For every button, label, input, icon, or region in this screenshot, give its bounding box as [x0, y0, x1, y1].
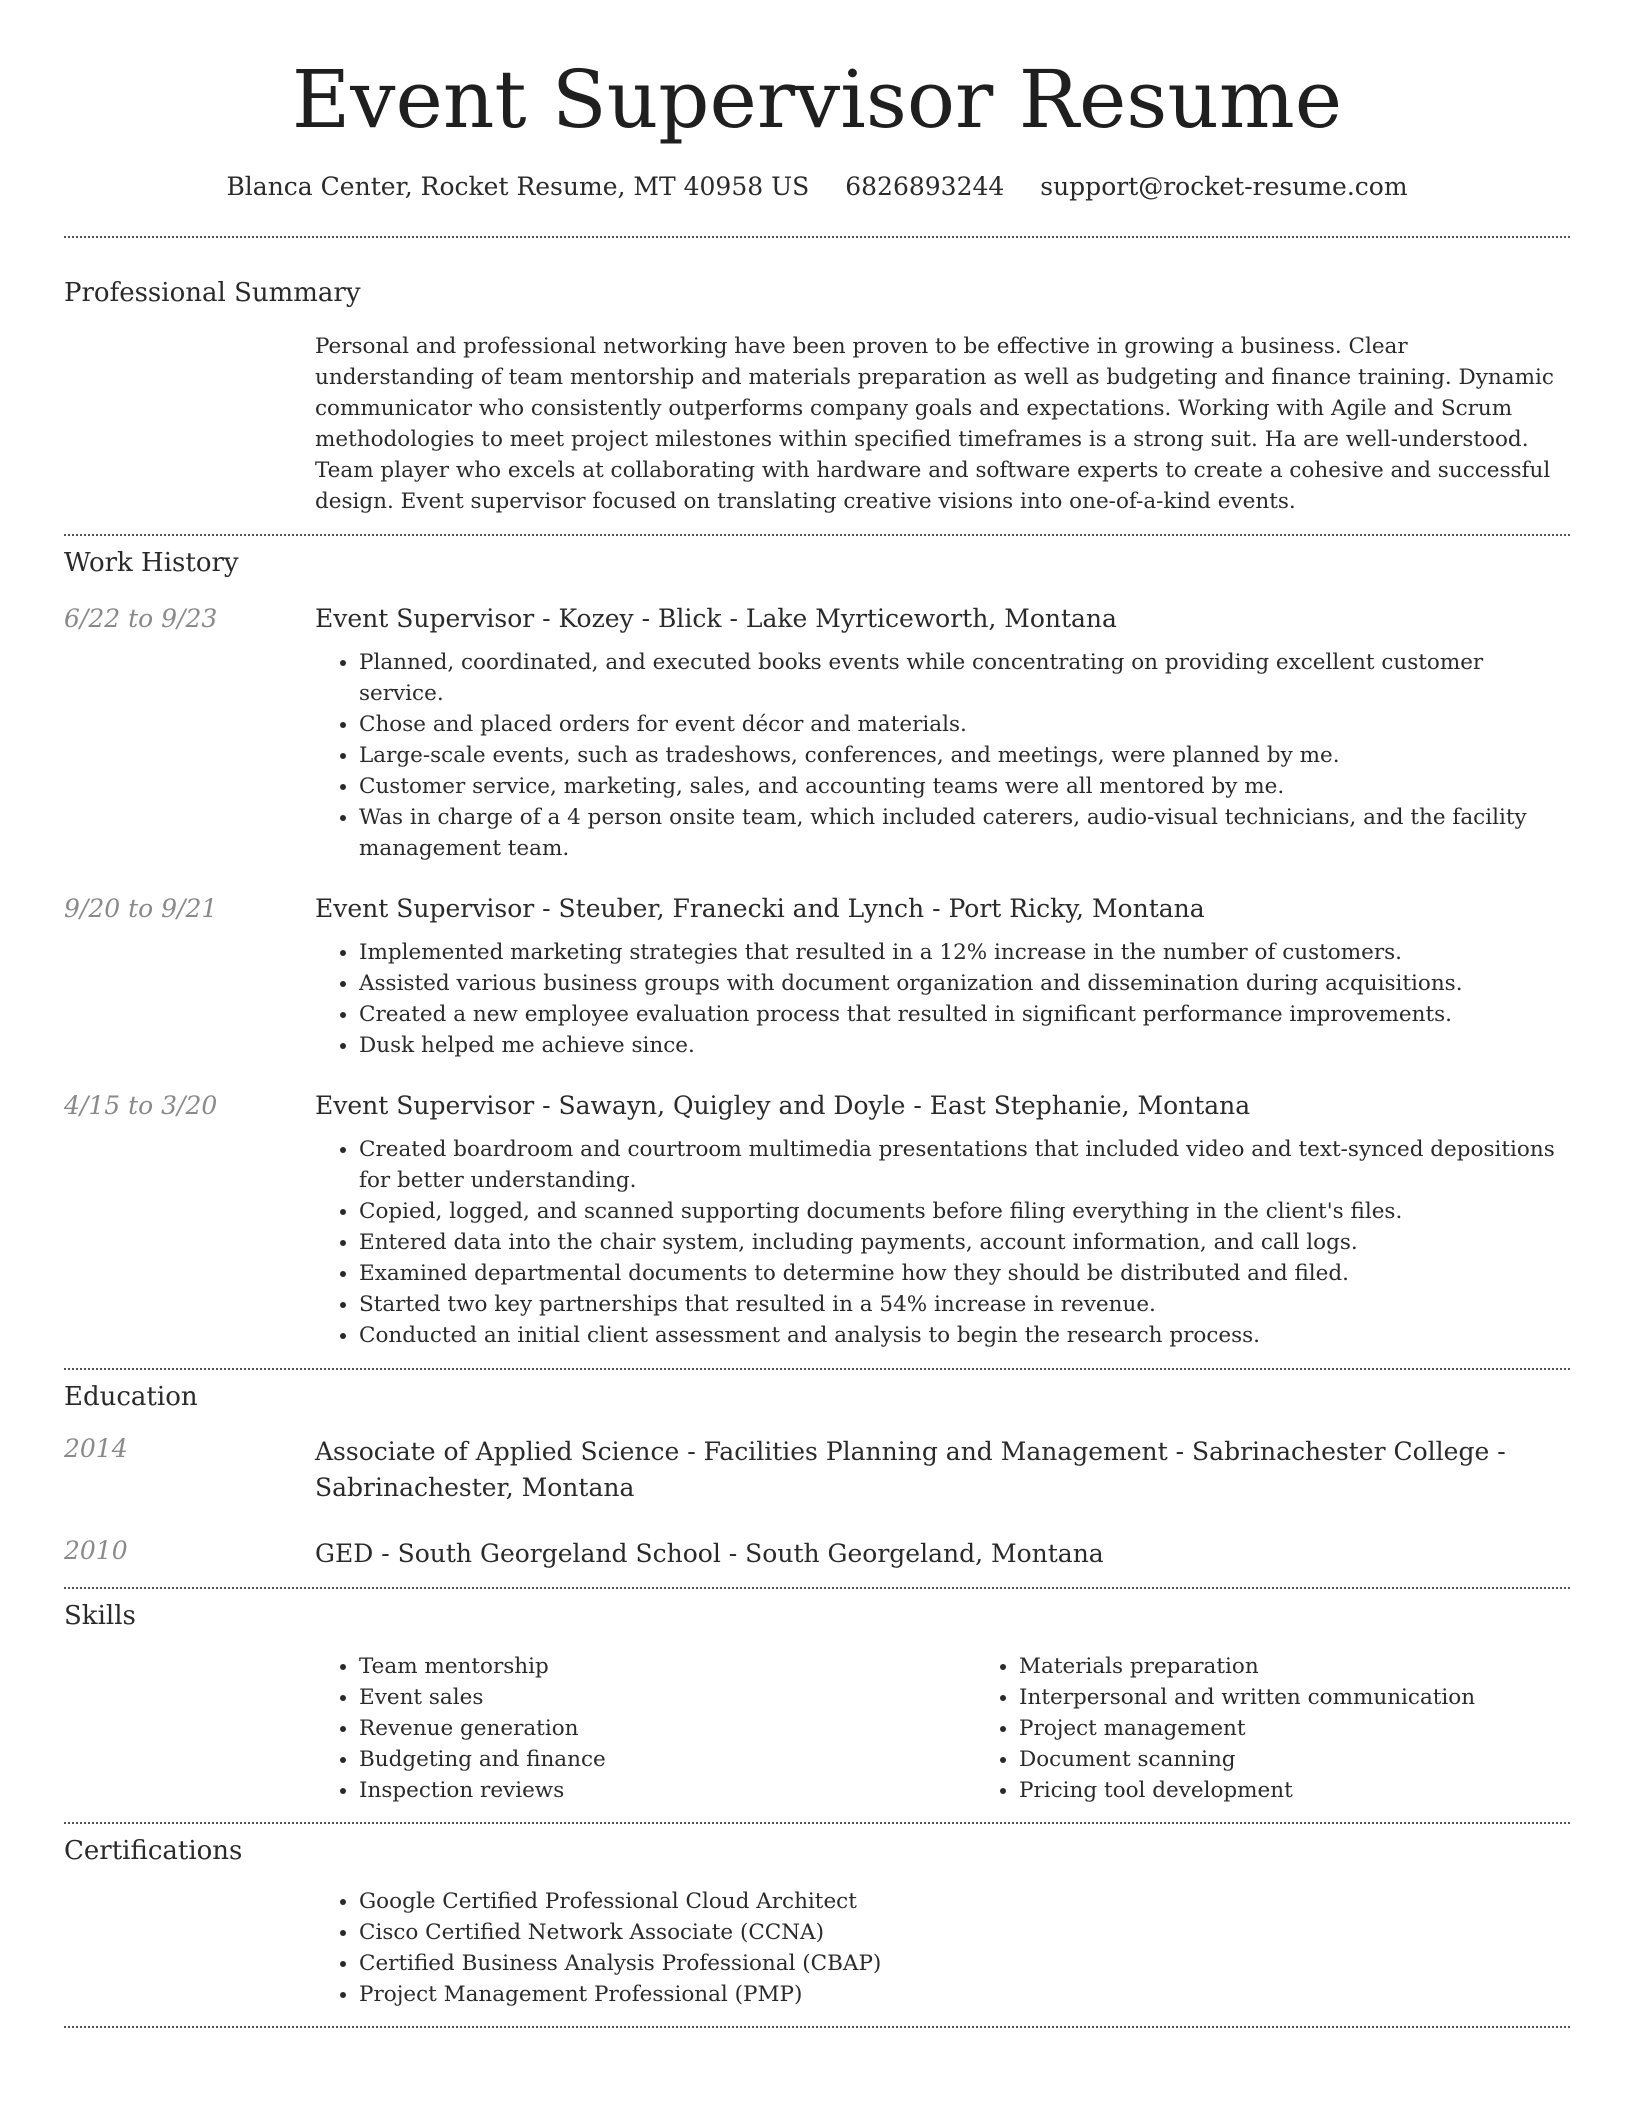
- job-entry: [64, 1091, 1570, 1351]
- skills-list-right: [975, 1651, 1632, 1806]
- certifications-list: [315, 1886, 1570, 2010]
- list-item: • Cisco Certified Network Associate (CCNA): [359, 1917, 1570, 1948]
- certifications-row: [64, 1886, 1570, 2010]
- list-item: • Certified Business Analysis Professional (CBAP): [359, 1948, 1570, 1979]
- section-title-work: Work History: [64, 548, 239, 578]
- list-item: • Assisted various business groups with document organization and dissemination during acquisitions.: [359, 968, 1570, 999]
- contact-email: support@rocket-resume.com: [1040, 172, 1408, 201]
- education-year: 2010: [64, 1536, 128, 1565]
- section-title-summary: Professional Summary: [64, 278, 361, 308]
- list-item: • Project management: [1019, 1713, 1632, 1744]
- summary-spacer: [64, 331, 315, 517]
- list-item: • Dusk helped me achieve since.: [359, 1030, 1570, 1061]
- job-bullets: [315, 647, 1570, 864]
- list-item: • Chose and placed orders for event décor and materials.: [359, 709, 1570, 740]
- section-divider: [64, 1368, 1570, 1370]
- list-item: • Event sales: [359, 1682, 975, 1713]
- job-dates: 6/22 to 9/23: [64, 604, 218, 633]
- contact-line: [64, 172, 1570, 201]
- list-item: • Google Certified Professional Cloud Architect: [359, 1886, 1570, 1917]
- list-item: • Inspection reviews: [359, 1775, 975, 1806]
- education-year: 2014: [64, 1434, 128, 1463]
- resume-title: Event Supervisor Resume: [291, 53, 1343, 146]
- resume-page: [64, 0, 1570, 2028]
- list-item: • Large-scale events, such as tradeshows, conferences, and meetings, were planned by me.: [359, 740, 1570, 771]
- education-entry: [64, 1536, 1570, 1572]
- section-title-certifications: Certifications: [64, 1836, 243, 1866]
- section-divider: [64, 2026, 1570, 2028]
- list-item: • Customer service, marketing, sales, and accounting teams were all mentored by me.: [359, 771, 1570, 802]
- list-item: • Planned, coordinated, and executed books events while concentrating on providing excellent customer service.: [359, 647, 1570, 709]
- job-bullets: [315, 1134, 1570, 1351]
- list-item: • Examined departmental documents to determine how they should be distributed and filed.: [359, 1258, 1570, 1289]
- list-item: • Implemented marketing strategies that resulted in a 12% increase in the number of customers.: [359, 937, 1570, 968]
- list-item: • Created a new employee evaluation process that resulted in significant performance improvements.: [359, 999, 1570, 1030]
- list-item: • Was in charge of a 4 person onsite team, which included caterers, audio-visual technicians, and the facility management team.: [359, 802, 1570, 864]
- section-title-skills: Skills: [64, 1601, 136, 1631]
- job-dates: 4/15 to 3/20: [64, 1091, 218, 1120]
- list-item: • Interpersonal and written communication: [1019, 1682, 1632, 1713]
- list-item: • Copied, logged, and scanned supporting documents before filing everything in the client's files.: [359, 1196, 1570, 1227]
- list-item: • Team mentorship: [359, 1651, 975, 1682]
- certifications-spacer: [64, 1886, 315, 2010]
- summary-text: Personal and professional networking have been proven to be effective in growing a business. Clear understanding of team mentorship and materials preparation as well as budgeting and finance training. Dynamic communicator who consistently outperforms company goals and expectations. Working with Agile and Scrum methodologies to meet project milestones within specified timeframes is a strong suit. Ha are well-understood. Team player who excels at collaborating with hardware and software experts to create a cohesive and successful design. Event supervisor focused on translating creative visions into one-of-a-kind events.: [315, 334, 1554, 514]
- list-item: • Started two key partnerships that resulted in a 54% increase in revenue.: [359, 1289, 1570, 1320]
- list-item: • Budgeting and finance: [359, 1744, 975, 1775]
- job-entry: [64, 604, 1570, 864]
- list-item: • Pricing tool development: [1019, 1775, 1632, 1806]
- job-bullets: [315, 937, 1570, 1061]
- list-item: • Document scanning: [1019, 1744, 1632, 1775]
- job-title: Event Supervisor - Kozey - Blick - Lake Myrticeworth, Montana: [315, 604, 1117, 633]
- contact-address: Blanca Center, Rocket Resume, MT 40958 US: [226, 172, 810, 201]
- section-divider: [64, 1822, 1570, 1824]
- job-entry: [64, 894, 1570, 1061]
- section-title-education: Education: [64, 1382, 198, 1412]
- list-item: • Project Management Professional (PMP): [359, 1979, 1570, 2010]
- education-text: GED - South Georgeland School - South Georgeland, Montana: [315, 1539, 1104, 1568]
- job-dates: 9/20 to 9/21: [64, 894, 218, 923]
- skills-list-left: [315, 1651, 975, 1806]
- skills-row: [64, 1651, 1570, 1806]
- summary-row: [64, 331, 1570, 517]
- education-text: Associate of Applied Science - Facilities Planning and Management - Sabrinachester College - Sabrinachester, Montana: [315, 1437, 1506, 1502]
- section-divider: [64, 1587, 1570, 1589]
- job-title: Event Supervisor - Sawayn, Quigley and Doyle - East Stephanie, Montana: [315, 1091, 1251, 1120]
- list-item: • Entered data into the chair system, including payments, account information, and call logs.: [359, 1227, 1570, 1258]
- skills-grid: [315, 1651, 1632, 1806]
- skills-spacer: [64, 1651, 315, 1806]
- job-title: Event Supervisor - Steuber, Franecki and Lynch - Port Ricky, Montana: [315, 894, 1205, 923]
- section-divider: [64, 534, 1570, 536]
- list-item: • Revenue generation: [359, 1713, 975, 1744]
- section-divider: [64, 236, 1570, 238]
- list-item: • Created boardroom and courtroom multimedia presentations that included video and text-synced depositions for better understanding.: [359, 1134, 1570, 1196]
- contact-phone: 6826893244: [845, 172, 1005, 201]
- education-entry: [64, 1434, 1570, 1506]
- list-item: • Materials preparation: [1019, 1651, 1632, 1682]
- list-item: • Conducted an initial client assessment and analysis to begin the research process.: [359, 1320, 1570, 1351]
